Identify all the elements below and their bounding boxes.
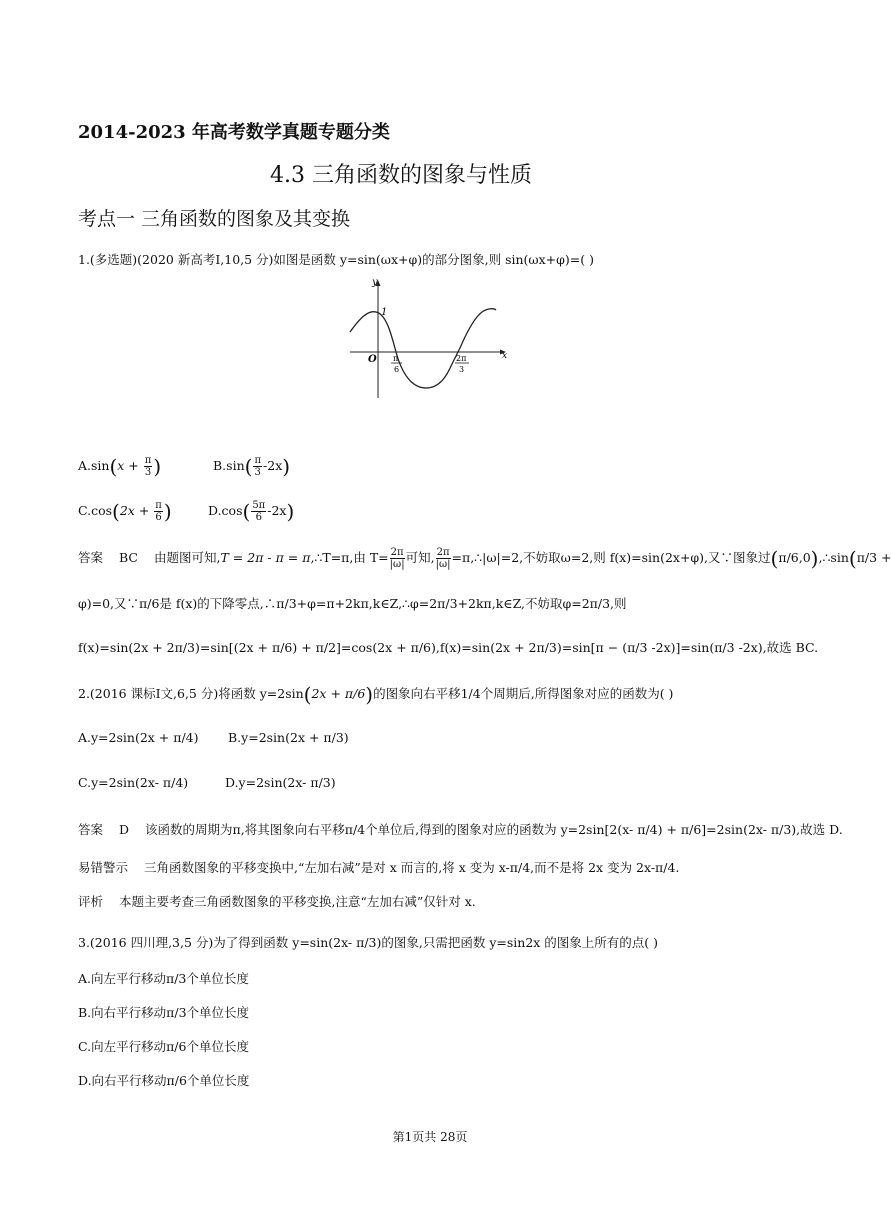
- series-title: 2014-2023 年高考数学真题专题分类: [78, 122, 390, 143]
- x-tick2-den: 3: [459, 365, 465, 374]
- q3-option-c: C.向左平行移动π/6个单位长度: [78, 1039, 249, 1054]
- q1-option-c: C.cos(2x + $\frac{\pi}{6}$ ): [78, 499, 172, 524]
- q2-stem: 2.(2016 课标Ⅰ文,6,5 分)将函数 y=2sin(2x + π/6)的图象向右平移1/4个周期后,所得图象对应的函数为( ): [78, 682, 674, 707]
- q1-option-b: B.sin( $\frac{\pi}{3}$ -2x): [213, 454, 291, 479]
- topic-title: 考点一 三角函数的图象及其变换: [78, 208, 351, 230]
- q2-option-c: C.y=2sin(2x- π/4): [78, 775, 189, 790]
- q3-option-d: D.向右平行移动π/6个单位长度: [78, 1073, 250, 1088]
- x-tick1-den: 6: [394, 365, 400, 374]
- q3-option-b: B.向右平行移动π/3个单位长度: [78, 1005, 250, 1020]
- q1-answer-line2: φ)=0,又∵π/6是 f(x)的下降零点,∴π/3+φ=π+2kπ,k∈Z,∴φ=2π/3+2kπ,k∈Z,不妨取φ=2π/3,则: [78, 596, 627, 611]
- q1-option-a: A.sin(x + $\frac{\pi}{3}$ ): [78, 454, 162, 479]
- y-tick-label: 1: [381, 307, 388, 318]
- q3-option-a: A.向左平行移动π/3个单位长度: [78, 971, 249, 986]
- q1-answer-line3: f(x)=sin(2x + 2π/3)=sin[(2x + π/6) + π/2]=cos(2x + π/6),f(x)=sin(2x + 2π/3)=sin[π − (π/3 -2x)]=sin(π/3 -2x),故选 BC.: [78, 640, 819, 655]
- q1-stem: 1.(多选题)(2020 新高考Ⅰ,10,5 分)如图是函数 y=sin(ωx+φ)的部分图象,则 sin(ωx+φ)=( ): [78, 252, 594, 267]
- section-title: 4.3 三角函数的图象与性质: [270, 163, 532, 188]
- x-tick1-num: π: [393, 354, 399, 363]
- page-footer: 第1页共 28页: [392, 1130, 468, 1144]
- q2-warning: 易错警示 三角函数图象的平移变换中,“左加右减”是对 x 而言的,将 x 变为 x-π/4,而不是将 2x 变为 2x-π/4.: [78, 860, 680, 875]
- x-tick2-num: 2π: [456, 354, 467, 363]
- q2-answer: 答案 D 该函数的周期为π,将其图象向右平移π/4个单位后,得到的图象对应的函数为 y=2sin[2(x- π/4) + π/6]=2sin(2x- π/3),故选 D.: [78, 822, 843, 837]
- x-axis-label: x: [502, 351, 508, 361]
- origin-label: O: [368, 354, 377, 365]
- q2-option-d: D.y=2sin(2x- π/3): [225, 775, 336, 790]
- q1-option-d: D.cos( $\frac{5\pi}{6}$ -2x): [208, 499, 295, 524]
- q1-answer-line1: 答案 BC 由题图可知,T = 2π - π = π,∴T=π,由 T= $\frac{2\pi}{|\omega|}$ 可知, $\frac{2\pi}{|\omega|}$ =π,∴|ω|=2,不妨取ω=2,则 f(x)=sin(2x+φ),又∵图象过(π/6,0),∴sin(π/3 +: [78, 546, 892, 571]
- q2-option-b: B.y=2sin(2x + π/3): [228, 730, 349, 745]
- sine-graph: [346, 278, 510, 402]
- q2-note: 评析 本题主要考查三角函数图象的平移变换,注意“左加右减”仅针对 x.: [78, 894, 476, 909]
- y-axis-label: y: [372, 277, 378, 288]
- q2-option-a: A.y=2sin(2x + π/4): [78, 730, 199, 745]
- sine-curve: [350, 309, 496, 388]
- q3-stem: 3.(2016 四川理,3,5 分)为了得到函数 y=sin(2x- π/3)的图象,只需把函数 y=sin2x 的图象上所有的点( ): [78, 935, 659, 950]
